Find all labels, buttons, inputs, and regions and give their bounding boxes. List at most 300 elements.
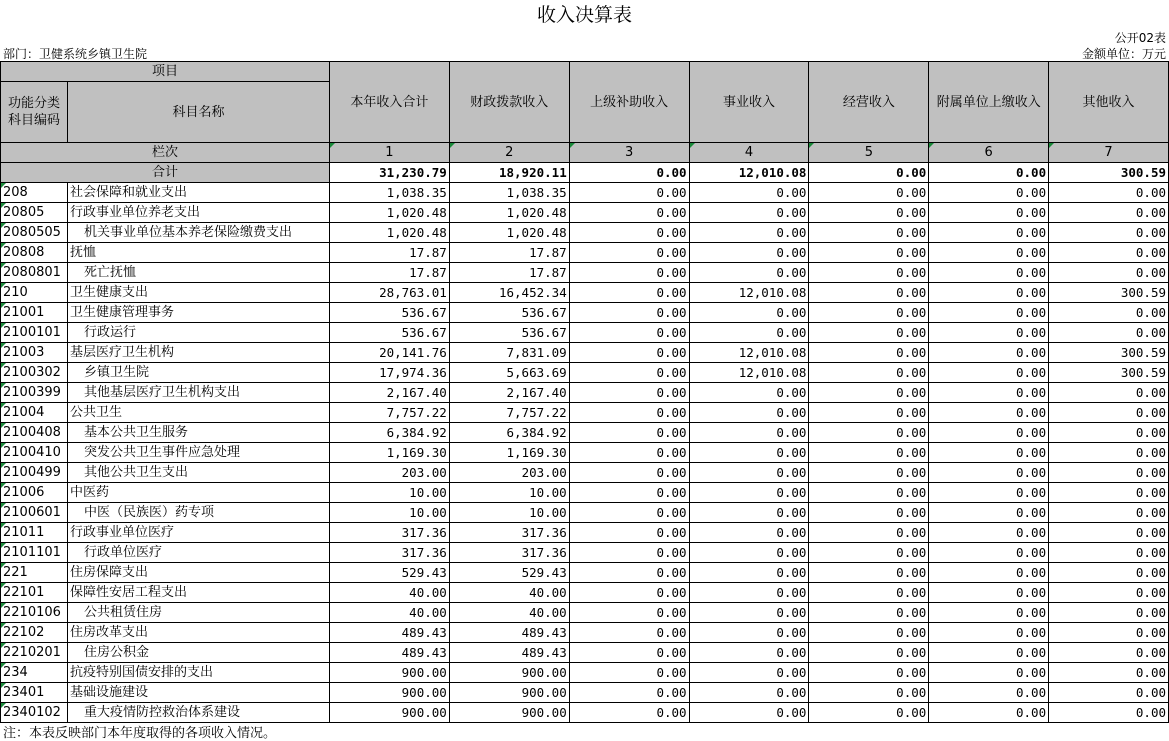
row-value: 0.00 xyxy=(809,463,929,483)
row-code: 21003 xyxy=(1,343,68,363)
table-row xyxy=(1,343,1169,363)
row-value: 0.00 xyxy=(809,703,929,723)
row-value: 1,020.48 xyxy=(449,203,569,223)
row-value: 0.00 xyxy=(929,663,1049,683)
row-code: 20808 xyxy=(1,243,68,263)
row-value: 0.00 xyxy=(1049,483,1169,503)
row-value: 0.00 xyxy=(689,523,809,543)
row-value: 0.00 xyxy=(569,503,689,523)
row-code: 20805 xyxy=(1,203,68,223)
row-code: 2100601 xyxy=(1,503,68,523)
row-value: 1,169.30 xyxy=(449,443,569,463)
row-value: 0.00 xyxy=(929,203,1049,223)
row-code: 22101 xyxy=(1,583,68,603)
row-name: 中医药 xyxy=(67,483,329,503)
header-code: 功能分类科目编码 xyxy=(1,82,68,143)
row-value: 0.00 xyxy=(929,583,1049,603)
row-code: 23401 xyxy=(1,683,68,703)
row-value: 40.00 xyxy=(449,583,569,603)
row-value: 0.00 xyxy=(929,363,1049,383)
row-value: 0.00 xyxy=(689,623,809,643)
col-number: 2 xyxy=(449,143,569,163)
total-value: 18,920.11 xyxy=(449,163,569,183)
row-value: 0.00 xyxy=(809,643,929,663)
row-name: 重大疫情防控救治体系建设 xyxy=(67,703,329,723)
row-value: 0.00 xyxy=(689,503,809,523)
row-value: 0.00 xyxy=(1049,603,1169,623)
row-value: 0.00 xyxy=(1049,623,1169,643)
row-value: 1,038.35 xyxy=(449,183,569,203)
row-value: 0.00 xyxy=(929,263,1049,283)
department-label: 部门：卫健系统乡镇卫生院 xyxy=(3,47,148,61)
row-value: 0.00 xyxy=(929,343,1049,363)
row-name: 行政事业单位医疗 xyxy=(67,523,329,543)
row-value: 0.00 xyxy=(689,403,809,423)
row-code: 208 xyxy=(1,183,68,203)
row-value: 0.00 xyxy=(929,543,1049,563)
row-value: 0.00 xyxy=(569,263,689,283)
row-value: 0.00 xyxy=(929,183,1049,203)
row-value: 0.00 xyxy=(809,343,929,363)
row-value: 0.00 xyxy=(1049,543,1169,563)
row-value: 12,010.08 xyxy=(689,343,809,363)
row-value: 0.00 xyxy=(569,683,689,703)
row-name: 其他公共卫生支出 xyxy=(67,463,329,483)
row-value: 0.00 xyxy=(929,443,1049,463)
row-value: 0.00 xyxy=(929,383,1049,403)
table-row xyxy=(1,663,1169,683)
row-value: 0.00 xyxy=(1049,183,1169,203)
row-value: 0.00 xyxy=(1049,263,1169,283)
row-value: 17.87 xyxy=(449,243,569,263)
row-name: 住房改革支出 xyxy=(67,623,329,643)
row-value: 0.00 xyxy=(569,483,689,503)
row-value: 10.00 xyxy=(449,483,569,503)
row-value: 0.00 xyxy=(1049,323,1169,343)
table-row xyxy=(1,243,1169,263)
row-value: 0.00 xyxy=(569,403,689,423)
table-row xyxy=(1,383,1169,403)
row-value: 317.36 xyxy=(449,523,569,543)
col-number: 4 xyxy=(689,143,809,163)
total-row xyxy=(1,163,1169,183)
row-value: 0.00 xyxy=(929,243,1049,263)
header-col-3: 上级补助收入 xyxy=(569,62,689,143)
row-name: 其他基层医疗卫生机构支出 xyxy=(67,383,329,403)
row-name: 保障性安居工程支出 xyxy=(67,583,329,603)
row-value: 0.00 xyxy=(569,443,689,463)
row-value: 0.00 xyxy=(689,483,809,503)
row-value: 7,757.22 xyxy=(449,403,569,423)
row-value: 203.00 xyxy=(329,463,449,483)
table-row xyxy=(1,203,1169,223)
row-value: 17.87 xyxy=(449,263,569,283)
row-value: 0.00 xyxy=(929,503,1049,523)
row-value: 0.00 xyxy=(809,563,929,583)
row-value: 0.00 xyxy=(929,603,1049,623)
row-value: 0.00 xyxy=(569,423,689,443)
table-row xyxy=(1,563,1169,583)
table-row xyxy=(1,683,1169,703)
row-value: 17.87 xyxy=(329,263,449,283)
row-value: 0.00 xyxy=(689,263,809,283)
row-value: 12,010.08 xyxy=(689,363,809,383)
table-row xyxy=(1,263,1169,283)
row-value: 0.00 xyxy=(809,523,929,543)
row-value: 0.00 xyxy=(569,703,689,723)
footnote: 注：本表反映部门本年度取得的各项收入情况。 xyxy=(3,726,277,741)
header-col-2: 财政拨款收入 xyxy=(449,62,569,143)
row-value: 0.00 xyxy=(1049,663,1169,683)
row-value: 489.43 xyxy=(449,643,569,663)
row-value: 0.00 xyxy=(809,203,929,223)
row-value: 317.36 xyxy=(329,523,449,543)
row-value: 0.00 xyxy=(569,563,689,583)
row-value: 0.00 xyxy=(569,523,689,543)
row-value: 17.87 xyxy=(329,243,449,263)
row-label: 栏次 xyxy=(1,143,330,163)
income-table xyxy=(0,61,1169,723)
row-value: 0.00 xyxy=(689,383,809,403)
table-row xyxy=(1,703,1169,723)
row-value: 0.00 xyxy=(929,303,1049,323)
table-row xyxy=(1,443,1169,463)
total-value: 0.00 xyxy=(569,163,689,183)
row-value: 300.59 xyxy=(1049,363,1169,383)
total-value: 0.00 xyxy=(809,163,929,183)
col-number: 3 xyxy=(569,143,689,163)
row-value: 2,167.40 xyxy=(329,383,449,403)
row-value: 28,763.01 xyxy=(329,283,449,303)
row-value: 489.43 xyxy=(329,643,449,663)
row-name: 基层医疗卫生机构 xyxy=(67,343,329,363)
row-code: 2080505 xyxy=(1,223,68,243)
row-value: 0.00 xyxy=(569,583,689,603)
row-value: 0.00 xyxy=(929,423,1049,443)
row-value: 40.00 xyxy=(329,583,449,603)
row-value: 0.00 xyxy=(569,383,689,403)
row-code: 21006 xyxy=(1,483,68,503)
row-value: 0.00 xyxy=(1049,443,1169,463)
row-name: 公共卫生 xyxy=(67,403,329,423)
row-value: 0.00 xyxy=(689,563,809,583)
row-value: 0.00 xyxy=(809,303,929,323)
row-value: 0.00 xyxy=(689,703,809,723)
row-value: 0.00 xyxy=(809,183,929,203)
row-value: 0.00 xyxy=(569,623,689,643)
row-value: 0.00 xyxy=(689,203,809,223)
row-value: 40.00 xyxy=(329,603,449,623)
row-value: 900.00 xyxy=(329,683,449,703)
table-row xyxy=(1,283,1169,303)
row-value: 0.00 xyxy=(689,223,809,243)
row-value: 0.00 xyxy=(1049,403,1169,423)
row-value: 10.00 xyxy=(329,483,449,503)
table-row xyxy=(1,623,1169,643)
total-value: 0.00 xyxy=(929,163,1049,183)
table-row xyxy=(1,423,1169,443)
row-value: 900.00 xyxy=(449,663,569,683)
total-value: 300.59 xyxy=(1049,163,1169,183)
row-name: 住房公积金 xyxy=(67,643,329,663)
table-row xyxy=(1,483,1169,503)
row-value: 16,452.34 xyxy=(449,283,569,303)
table-row xyxy=(1,523,1169,543)
row-value: 0.00 xyxy=(1049,523,1169,543)
table-row xyxy=(1,583,1169,603)
row-value: 12,010.08 xyxy=(689,283,809,303)
row-code: 2080801 xyxy=(1,263,68,283)
row-name: 中医（民族医）药专项 xyxy=(67,503,329,523)
header-project: 项目 xyxy=(1,62,330,82)
row-code: 2100408 xyxy=(1,423,68,443)
row-value: 0.00 xyxy=(1049,303,1169,323)
row-name: 突发公共卫生事件应急处理 xyxy=(67,443,329,463)
row-value: 0.00 xyxy=(569,343,689,363)
row-code: 2100399 xyxy=(1,383,68,403)
row-value: 0.00 xyxy=(689,443,809,463)
row-value: 7,757.22 xyxy=(329,403,449,423)
row-value: 0.00 xyxy=(569,243,689,263)
row-value: 0.00 xyxy=(929,623,1049,643)
row-value: 0.00 xyxy=(1049,683,1169,703)
row-code: 2101101 xyxy=(1,543,68,563)
total-label: 合计 xyxy=(1,163,330,183)
row-value: 6,384.92 xyxy=(449,423,569,443)
row-name: 行政单位医疗 xyxy=(67,543,329,563)
row-value: 489.43 xyxy=(449,623,569,643)
row-value: 536.67 xyxy=(329,323,449,343)
row-value: 0.00 xyxy=(809,223,929,243)
row-value: 0.00 xyxy=(689,663,809,683)
row-value: 0.00 xyxy=(809,663,929,683)
row-value: 0.00 xyxy=(809,323,929,343)
row-name: 公共租赁住房 xyxy=(67,603,329,623)
row-value: 0.00 xyxy=(809,543,929,563)
row-code: 2100499 xyxy=(1,463,68,483)
row-value: 529.43 xyxy=(449,563,569,583)
row-value: 536.67 xyxy=(449,323,569,343)
row-value: 0.00 xyxy=(809,263,929,283)
row-value: 1,020.48 xyxy=(449,223,569,243)
header-col-6: 附属单位上缴收入 xyxy=(929,62,1049,143)
row-value: 0.00 xyxy=(809,403,929,423)
row-code: 2100410 xyxy=(1,443,68,463)
row-value: 0.00 xyxy=(929,223,1049,243)
row-value: 0.00 xyxy=(569,363,689,383)
total-value: 12,010.08 xyxy=(689,163,809,183)
col-number: 1 xyxy=(329,143,449,163)
row-value: 2,167.40 xyxy=(449,383,569,403)
row-value: 0.00 xyxy=(809,443,929,463)
row-code: 21011 xyxy=(1,523,68,543)
table-row xyxy=(1,543,1169,563)
row-value: 0.00 xyxy=(929,523,1049,543)
row-value: 0.00 xyxy=(929,703,1049,723)
row-value: 0.00 xyxy=(689,463,809,483)
table-row xyxy=(1,363,1169,383)
row-value: 0.00 xyxy=(809,623,929,643)
row-value: 1,020.48 xyxy=(329,203,449,223)
row-value: 0.00 xyxy=(809,683,929,703)
row-name: 死亡抚恤 xyxy=(67,263,329,283)
row-value: 0.00 xyxy=(929,323,1049,343)
row-value: 1,020.48 xyxy=(329,223,449,243)
row-value: 0.00 xyxy=(689,303,809,323)
row-value: 300.59 xyxy=(1049,283,1169,303)
row-value: 0.00 xyxy=(569,183,689,203)
row-value: 0.00 xyxy=(569,603,689,623)
row-value: 0.00 xyxy=(809,503,929,523)
unit-label: 金额单位：万元 xyxy=(1081,47,1166,61)
row-value: 0.00 xyxy=(689,583,809,603)
row-value: 0.00 xyxy=(809,283,929,303)
row-value: 0.00 xyxy=(929,683,1049,703)
row-value: 0.00 xyxy=(689,683,809,703)
table-row xyxy=(1,503,1169,523)
row-value: 0.00 xyxy=(569,223,689,243)
row-value: 203.00 xyxy=(449,463,569,483)
row-value: 1,038.35 xyxy=(329,183,449,203)
row-value: 0.00 xyxy=(1049,223,1169,243)
row-value: 0.00 xyxy=(809,583,929,603)
header-col-4: 事业收入 xyxy=(689,62,809,143)
header-name: 科目名称 xyxy=(67,82,329,143)
row-name: 机关事业单位基本养老保险缴费支出 xyxy=(67,223,329,243)
row-name: 卫生健康支出 xyxy=(67,283,329,303)
row-value: 900.00 xyxy=(449,703,569,723)
row-value: 317.36 xyxy=(449,543,569,563)
row-value: 900.00 xyxy=(449,683,569,703)
row-name: 社会保障和就业支出 xyxy=(67,183,329,203)
row-value: 900.00 xyxy=(329,663,449,683)
header-col-1: 本年收入合计 xyxy=(329,62,449,143)
col-number: 6 xyxy=(929,143,1049,163)
row-value: 0.00 xyxy=(689,243,809,263)
row-value: 0.00 xyxy=(1049,503,1169,523)
row-name: 住房保障支出 xyxy=(67,563,329,583)
row-name: 基础设施建设 xyxy=(67,683,329,703)
row-value: 7,831.09 xyxy=(449,343,569,363)
row-value: 0.00 xyxy=(1049,643,1169,663)
total-value: 31,230.79 xyxy=(329,163,449,183)
row-value: 536.67 xyxy=(449,303,569,323)
table-row xyxy=(1,463,1169,483)
col-number: 5 xyxy=(809,143,929,163)
row-value: 0.00 xyxy=(809,243,929,263)
row-code: 2210106 xyxy=(1,603,68,623)
table-row xyxy=(1,603,1169,623)
row-value: 0.00 xyxy=(689,183,809,203)
row-name: 基本公共卫生服务 xyxy=(67,423,329,443)
row-value: 0.00 xyxy=(929,403,1049,423)
row-value: 0.00 xyxy=(929,643,1049,663)
row-code: 21001 xyxy=(1,303,68,323)
row-value: 6,384.92 xyxy=(329,423,449,443)
row-value: 0.00 xyxy=(1049,423,1169,443)
row-value: 0.00 xyxy=(689,423,809,443)
row-value: 0.00 xyxy=(1049,703,1169,723)
row-value: 0.00 xyxy=(689,323,809,343)
row-code: 2210201 xyxy=(1,643,68,663)
row-value: 0.00 xyxy=(929,283,1049,303)
row-value: 0.00 xyxy=(929,483,1049,503)
table-row xyxy=(1,323,1169,343)
row-value: 5,663.69 xyxy=(449,363,569,383)
row-code: 234 xyxy=(1,663,68,683)
row-value: 0.00 xyxy=(1049,583,1169,603)
row-value: 489.43 xyxy=(329,623,449,643)
row-value: 0.00 xyxy=(809,603,929,623)
row-value: 0.00 xyxy=(929,563,1049,583)
table-row xyxy=(1,183,1169,203)
row-value: 10.00 xyxy=(329,503,449,523)
row-value: 0.00 xyxy=(569,643,689,663)
row-value: 0.00 xyxy=(569,463,689,483)
row-name: 卫生健康管理事务 xyxy=(67,303,329,323)
row-value: 0.00 xyxy=(1049,463,1169,483)
row-code: 2100302 xyxy=(1,363,68,383)
row-name: 乡镇卫生院 xyxy=(67,363,329,383)
row-value: 317.36 xyxy=(329,543,449,563)
row-value: 17,974.36 xyxy=(329,363,449,383)
row-code: 2100101 xyxy=(1,323,68,343)
row-value: 0.00 xyxy=(569,323,689,343)
row-value: 0.00 xyxy=(689,543,809,563)
report-title: 收入决算表 xyxy=(536,4,632,26)
row-value: 900.00 xyxy=(329,703,449,723)
row-value: 0.00 xyxy=(569,283,689,303)
row-name: 抚恤 xyxy=(67,243,329,263)
row-value: 536.67 xyxy=(329,303,449,323)
row-name: 抗疫特别国债安排的支出 xyxy=(67,663,329,683)
row-name: 行政事业单位养老支出 xyxy=(67,203,329,223)
row-value: 0.00 xyxy=(929,463,1049,483)
row-value: 300.59 xyxy=(1049,343,1169,363)
row-value: 0.00 xyxy=(809,423,929,443)
col-number: 7 xyxy=(1049,143,1169,163)
row-value: 1,169.30 xyxy=(329,443,449,463)
row-value: 0.00 xyxy=(1049,243,1169,263)
row-code: 2340102 xyxy=(1,703,68,723)
row-code: 22102 xyxy=(1,623,68,643)
table-row xyxy=(1,643,1169,663)
row-value: 0.00 xyxy=(809,383,929,403)
row-value: 0.00 xyxy=(569,543,689,563)
row-value: 0.00 xyxy=(809,483,929,503)
row-value: 0.00 xyxy=(809,363,929,383)
row-code: 210 xyxy=(1,283,68,303)
row-value: 0.00 xyxy=(569,203,689,223)
row-value: 20,141.76 xyxy=(329,343,449,363)
table-row xyxy=(1,403,1169,423)
row-value: 0.00 xyxy=(689,603,809,623)
row-value: 40.00 xyxy=(449,603,569,623)
row-value: 0.00 xyxy=(1049,203,1169,223)
row-value: 529.43 xyxy=(329,563,449,583)
row-value: 0.00 xyxy=(569,663,689,683)
row-code: 221 xyxy=(1,563,68,583)
row-code: 21004 xyxy=(1,403,68,423)
row-value: 0.00 xyxy=(689,643,809,663)
header-col-5: 经营收入 xyxy=(809,62,929,143)
header-col-7: 其他收入 xyxy=(1049,62,1169,143)
table-row xyxy=(1,223,1169,243)
row-value: 0.00 xyxy=(1049,383,1169,403)
row-value: 0.00 xyxy=(1049,563,1169,583)
table-row xyxy=(1,303,1169,323)
row-name: 行政运行 xyxy=(67,323,329,343)
